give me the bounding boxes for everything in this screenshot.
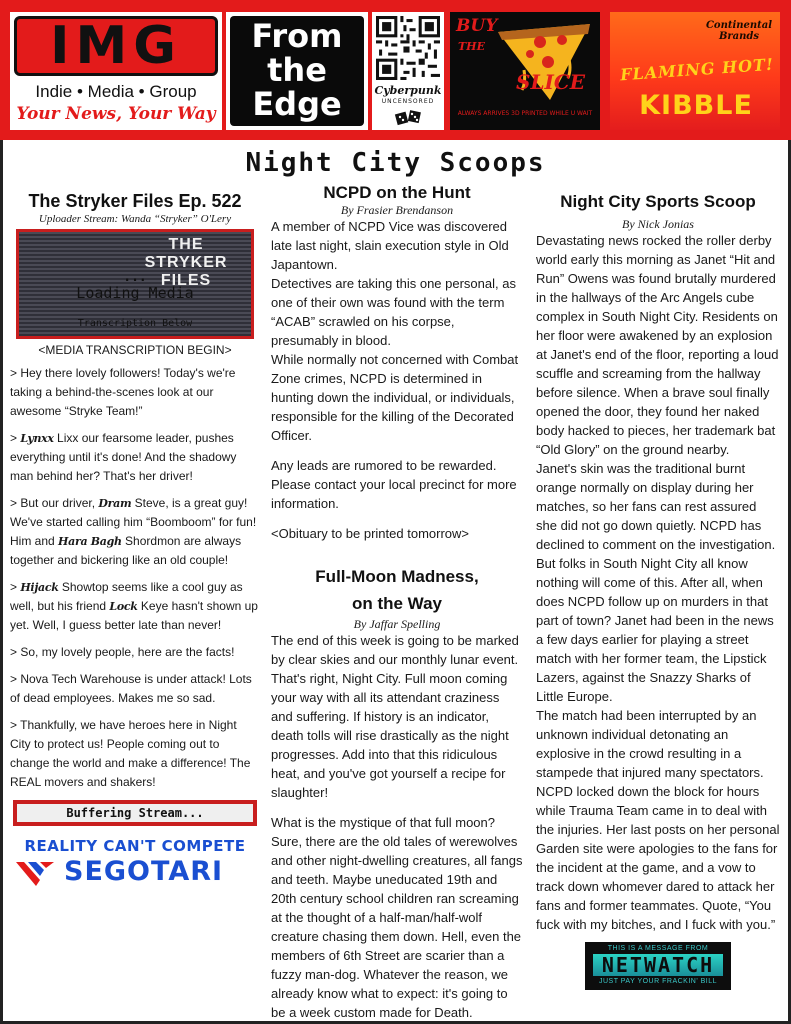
netwatch-logo: NETWATCH (593, 954, 723, 976)
cyberpunk-logo: Cyberpunk (374, 84, 442, 97)
slice-fine-print: ALWAYS ARRIVES 3D PRINTED WHILE U WAIT (457, 110, 593, 117)
transcript-line (10, 578, 260, 635)
transcript-line (10, 429, 260, 486)
slice-the-text: THE (458, 40, 485, 53)
article-paragraph: Any leads are rumored to be rewarded. Please contact your local precinct for more information. (271, 458, 517, 511)
ncpd-byline: By Frasier Brendanson (340, 203, 454, 217)
transcript-line (10, 494, 260, 570)
article-paragraph: Devastating news rocked the roller derby world early this morning as Janet “Hit and Run” Owens was found brutally murdered in the hallways of the Arc Angels cube complex in South Night City. Residents on her floor were awakened by an explosion at Janet's end of the floor, reporting a loud scuffle and screaming from the hallway before silence. When a brave soul finally opened the door, they found her naked body hacked to pieces, her trademark bat “Old Glory” on the ground nearby. (536, 233, 779, 457)
transcript-line: > Nova Tech Warehouse is under attack! Lots of dead employees. Makes me so sad. (10, 672, 252, 705)
text-run: > (10, 431, 21, 445)
buy-the-slice-ad[interactable] (450, 12, 600, 130)
header-banner (0, 0, 791, 140)
transcript-begin-marker: <MEDIA TRANSCRIPTION BEGIN> (38, 343, 232, 357)
text-run: Lixx our fearsome leader, pushes everything until it's done! And the shadowy man behind her? That's her driver! (10, 431, 237, 483)
continental-brands-logo: Continental Brands (705, 20, 773, 42)
sports-column (536, 190, 780, 990)
text-run: Showtop seems like a cool guy as well, but his friend (10, 580, 243, 613)
crossed-out-name: Hara Bagh (58, 535, 122, 548)
transcript-line: > Thankfully, we have heroes here in Night City to protect us! People coming out to change the world and make a difference! The REAL movers and shakers! (10, 718, 251, 789)
segotari-tagline: REALITY CAN'T COMPETE (24, 837, 246, 855)
article-paragraph: Janet's skin was the traditional burnt orange normally on display during her matches, so her fans can rest assured she did not go down quietly. NCPD has declined to comment on the investigation. But folks in South Night City all know nothing will come of this. After all, when does NCPD follow up on murders in that part of town? Janet had been in the news a few days earlier for playing a street match with her former team, the Lipstick Lazers, against the Snazzy Sharks of Little Europe. (536, 461, 776, 704)
text-run: > (10, 580, 21, 594)
from-the-edge-ad[interactable] (226, 12, 368, 130)
text-run: Keye hasn't shown up yet. Well, I guess better late than never! (10, 599, 258, 632)
uploader-stream: Uploader Stream: Wanda “Stryker” O'Lery (38, 213, 232, 225)
stryker-files-column (10, 190, 260, 892)
img-logo: IMG (14, 16, 218, 76)
sports-byline: By Nick Jonias (622, 217, 694, 231)
img-tagline: Your News, Your Way (16, 104, 216, 124)
moon-title-line-1: Full-Moon Madness, (315, 567, 479, 586)
article-paragraph: Detectives are taking this one personal, as one of their own was found with the term “ACAB” scrawled on his corpse, presumably in blood. (271, 276, 516, 348)
moon-article-title (271, 563, 523, 617)
media-player[interactable] (16, 229, 254, 339)
ncpd-column (271, 182, 523, 1022)
moon-title-line-2: on the Way (351, 594, 443, 613)
kibble-word: KIBBLE (639, 90, 753, 121)
from-the-edge-logo (230, 16, 364, 126)
crossed-out-name: Lynxx (20, 432, 54, 445)
loading-media-text: Loading Media (76, 284, 194, 302)
moon-byline: By Jaffar Spelling (353, 617, 441, 631)
loading-dots: ... (123, 270, 147, 285)
slice-word: SLICE (516, 70, 586, 94)
crossed-out-name: Dram (98, 497, 132, 510)
netwatch-slogan: JUST PAY YOUR FRACKIN' BILL (598, 978, 718, 985)
qr-code-icon[interactable] (376, 16, 440, 80)
text-run: Steve, is a great guy! We've started calling him “Boomboom” for fun! Him and (10, 496, 257, 548)
qr-ad[interactable] (372, 12, 444, 130)
stryker-files-title: The Stryker Files Ep. 522 (28, 191, 242, 211)
flaming-hot-kibble-ad[interactable] (610, 12, 780, 130)
article-paragraph: A member of NCPD Vice was discovered late last night, slain execution style in Old Japantown. (271, 219, 509, 272)
segotari-ad[interactable] (10, 838, 260, 892)
crossed-out-name: Lock (109, 600, 138, 613)
transcript-line: > So, my lovely people, here are the facts! (10, 645, 235, 659)
article-paragraph: What is the mystique of that full moon? Sure, there are the old tales of werewolves and other night-dwelling creatures, all fangs and teeth. Maybe uneducated 19th and 20th century school children ran screaming at the thought of a half-man/half-wolf creature chasing them down. Hell, even the members of 6th Street are scarier than a fuzzy man-dog. Whatever the reason, we already know what to expect: it's going to be a week custom made for Death. (271, 815, 523, 1020)
article-paragraph: While normally not concerned with Combat Zone crimes, NCPD is determined in hunting down the individual, or individuals, responsible for the killing of the Decorated Officer. (271, 352, 519, 443)
img-subtitle: Indie • Media • Group (35, 82, 197, 101)
article-paragraph: The end of this week is going to be marked by clear skies and our monthly lunar event. That's right, Night City. Full moon coming your way with all its attendant craziness and suffering. If history is an indicator, death tolls will rise drastically as the night progresses. Add into that this ridiculous heat, and you've got yourself a recipe for slaughter! (271, 633, 519, 800)
article-paragraph: The match had been interrupted by an unknown individual detonating an explosive in the crowd resulting in a stampede that injured many spectators. NCPD locked down the block for hours while Trauma Team came in to deal with the injuries. Her last posts on her personal Garden site were apologies to the fans for the incident at the game, and a vow to track down whomever dared to attack her fans and former teammates. Quote, “You fuck with my bitches, and I fuck with you.” (536, 708, 780, 932)
buffering-stream-bar[interactable]: Buffering Stream... (13, 800, 257, 826)
crossed-out-name: Hijack (20, 581, 59, 594)
segotari-logo-icon (14, 858, 64, 888)
sports-article-title: Night City Sports Scoop (560, 192, 756, 211)
transcript-line: > Hey there lovely followers! Today's we're taking a behind-the-scenes look at our awesome “Stryke Team!” (10, 366, 236, 418)
segotari-name: SEGOTARI (64, 856, 224, 887)
netwatch-message-label: THIS IS A MESSAGE FROM (607, 945, 709, 952)
ncpd-article-title: NCPD on the Hunt (323, 183, 471, 202)
edge-line-3: Edge (252, 85, 342, 123)
obituary-note: <Obituary to be printed tomorrow> (271, 526, 469, 541)
img-ad[interactable] (10, 12, 222, 130)
text-run: > But our driver, (10, 496, 99, 510)
text-run: Shordmon are always together and bickering like an old couple! (10, 534, 242, 567)
netwatch-ad[interactable] (585, 942, 731, 990)
edge-line-2: the (267, 51, 327, 89)
kibble-flaming-text: FLAMING HOT! (619, 54, 775, 85)
uncensored-tag: UNCENSORED (381, 98, 435, 105)
paper-title: Night City Scoops (245, 148, 546, 178)
dice-icon (394, 108, 422, 128)
media-title: THE STRYKER FILES (144, 236, 228, 289)
edge-line-1: From (251, 17, 343, 55)
slice-buy-text: BUY (456, 16, 498, 36)
transcription-below-text: Transcription Below (77, 318, 193, 329)
